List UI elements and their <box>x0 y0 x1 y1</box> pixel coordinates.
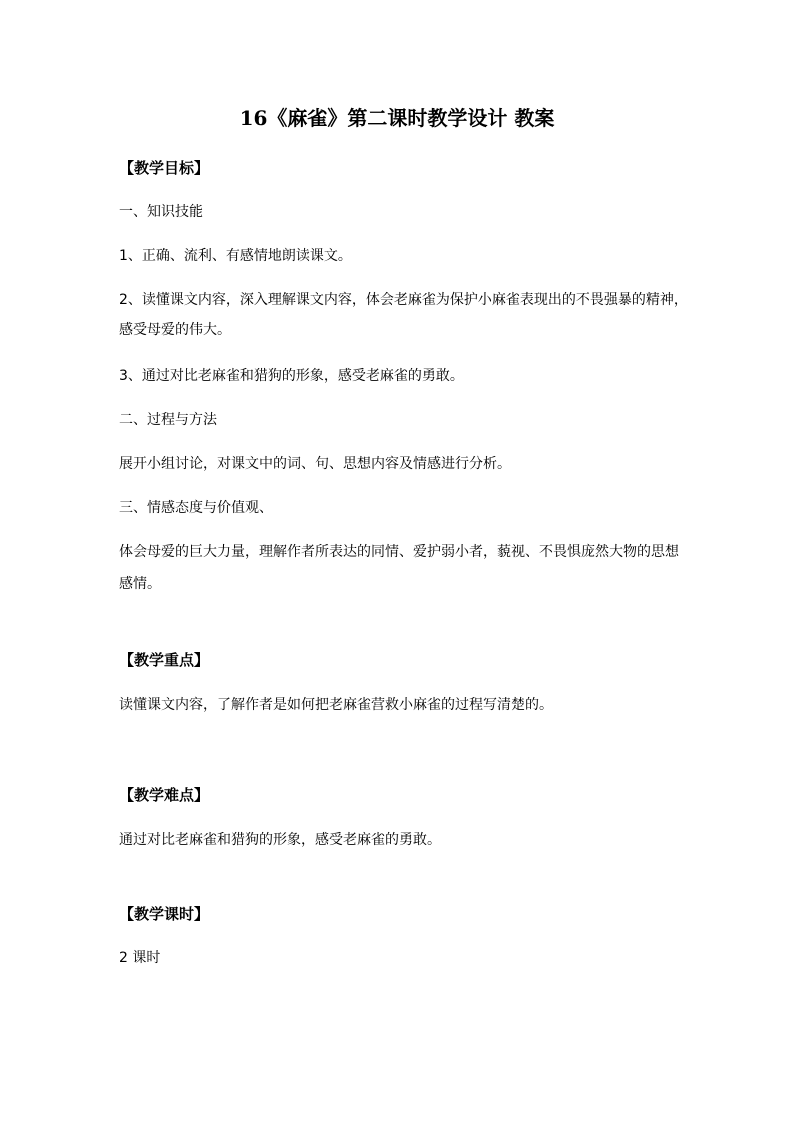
emotion-heading: 三、情感态度与价值观、 <box>119 500 273 516</box>
difficulties-heading: 【教学难点】 <box>119 786 210 804</box>
objective-item-1: 1、正确、流利、有感情地朗读课文。 <box>119 248 352 264</box>
periods-heading: 【教学课时】 <box>119 905 210 923</box>
difficulties-text: 通过对比老麻雀和猎狗的形象，感受老麻雀的勇敢。 <box>119 832 441 848</box>
process-heading: 二、过程与方法 <box>119 412 217 428</box>
knowledge-heading: 一、知识技能 <box>119 204 203 220</box>
key-points-text: 读懂课文内容，了解作者是如何把老麻雀营救小麻雀的过程写清楚的。 <box>119 697 553 713</box>
emotion-text-line-1: 体会母爱的巨大力量，理解作者所表达的同情、爱护弱小者，藐视、不畏惧庞然大物的思想 <box>119 544 679 560</box>
periods-text: 2 课时 <box>119 950 161 966</box>
process-text: 展开小组讨论，对课文中的词、句、思想内容及情感进行分析。 <box>119 456 511 472</box>
objectives-heading: 【教学目标】 <box>119 159 210 177</box>
objective-item-2-line-2: 感受母爱的伟大。 <box>119 322 231 338</box>
objective-item-2-line-1: 2、读懂课文内容，深入理解课文内容，体会老麻雀为保护小麻雀表现出的不畏强暴的精神， <box>119 292 688 308</box>
objective-item-3: 3、通过对比老麻雀和猎狗的形象，感受老麻雀的勇敢。 <box>119 368 464 384</box>
document-title: 16《麻雀》第二课时教学设计 教案 <box>239 106 555 130</box>
key-points-heading: 【教学重点】 <box>119 651 210 669</box>
emotion-text-line-2: 感情。 <box>119 576 161 592</box>
